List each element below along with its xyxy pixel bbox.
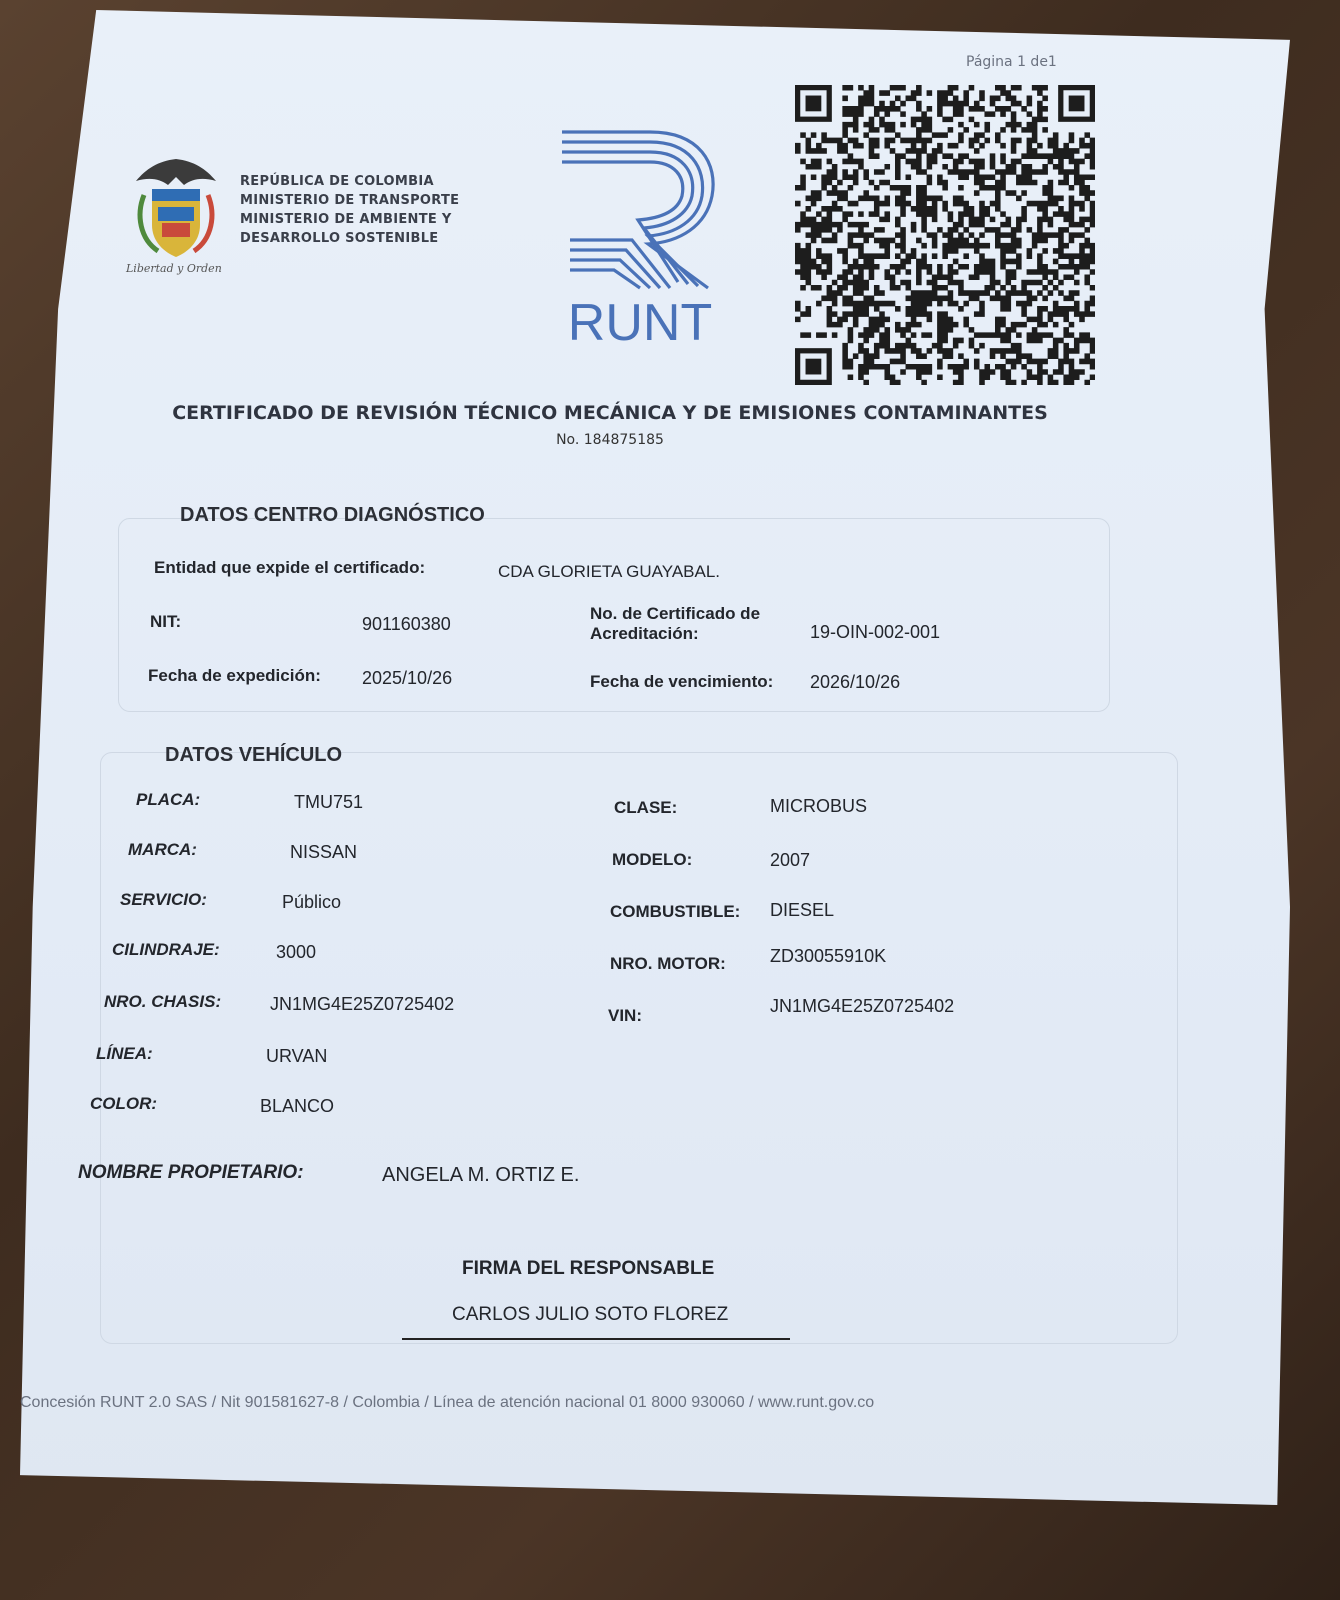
gov-line: REPÚBLICA DE COLOMBIA <box>240 174 434 189</box>
color-label: COLOR: <box>90 1094 158 1113</box>
cilindraje-value: 3000 <box>276 942 317 962</box>
vehiculo-heading: DATOS VEHÍCULO <box>165 744 343 766</box>
expedicion-label: Fecha de expedición: <box>148 666 321 685</box>
entidad-label: Entidad que expide el certificado: <box>154 558 426 577</box>
firma-heading: FIRMA DEL RESPONSABLE <box>462 1258 715 1279</box>
certificate-number: No. 184875185 <box>556 432 664 448</box>
propietario-label: NOMBRE PROPIETARIO: <box>78 1162 304 1183</box>
propietario-value: ANGELA M. ORTIZ E. <box>382 1164 580 1186</box>
acreditacion-label-line2: Acreditación: <box>590 624 699 643</box>
vin-label: VIN: <box>608 1006 642 1025</box>
nit-label: NIT: <box>150 612 182 631</box>
servicio-value: Público <box>282 892 342 912</box>
vencimiento-value: 2026/10/26 <box>810 672 901 692</box>
footer: Concesión RUNT 2.0 SAS / Nit 901581627-8 / Colombia / Línea de atención nacional 01 8000 930060 / www.runt.gov.co <box>20 1394 875 1411</box>
entidad-value: CDA GLORIETA GUAYABAL. <box>498 562 721 581</box>
marca-value: NISSAN <box>290 842 358 862</box>
marca-label: MARCA: <box>128 840 197 859</box>
page-number: Página 1 de1 <box>966 54 1057 70</box>
coat-of-arms-icon <box>128 155 224 265</box>
nit-value: 901160380 <box>362 614 451 634</box>
cilindraje-label: CILINDRAJE: <box>112 940 220 959</box>
servicio-label: SERVICIO: <box>120 890 207 909</box>
motor-label: NRO. MOTOR: <box>610 954 726 973</box>
firma-name: CARLOS JULIO SOTO FLOREZ <box>452 1304 729 1325</box>
acreditacion-label-line1: No. de Certificado de <box>590 604 761 623</box>
government-header <box>240 172 459 248</box>
clase-value: MICROBUS <box>770 796 868 816</box>
combustible-label: COMBUSTIBLE: <box>610 902 741 921</box>
certificate-title: CERTIFICADO DE REVISIÓN TÉCNICO MECÁNICA Y DE EMISIONES CONTAMINANTES <box>172 402 1048 424</box>
motto: Libertad y Orden <box>126 262 222 275</box>
gov-line: MINISTERIO DE AMBIENTE Y <box>240 212 452 227</box>
vehiculo-box <box>100 752 1178 1344</box>
placa-label: PLACA: <box>136 790 201 809</box>
placa-value: TMU751 <box>294 792 364 812</box>
acreditacion-label <box>590 604 760 644</box>
signature-line <box>402 1338 790 1340</box>
centro-heading: DATOS CENTRO DIAGNÓSTICO <box>180 504 485 526</box>
vin-value: JN1MG4E25Z0725402 <box>770 996 955 1016</box>
gov-line: MINISTERIO DE TRANSPORTE <box>240 193 460 208</box>
qr-code-icon <box>795 85 1095 385</box>
combustible-value: DIESEL <box>770 900 835 920</box>
modelo-value: 2007 <box>770 850 811 870</box>
runt-logo-text: RUNT <box>567 294 713 348</box>
expedicion-value: 2025/10/26 <box>362 668 453 688</box>
clase-label: CLASE: <box>614 798 678 817</box>
color-value: BLANCO <box>260 1096 335 1116</box>
linea-value: URVAN <box>266 1046 328 1066</box>
linea-label: LÍNEA: <box>96 1044 153 1063</box>
modelo-label: MODELO: <box>612 850 693 869</box>
vencimiento-label: Fecha de vencimiento: <box>590 672 774 691</box>
chasis-value: JN1MG4E25Z0725402 <box>270 994 455 1014</box>
gov-line: DESARROLLO SOSTENIBLE <box>240 231 439 246</box>
acreditacion-value: 19-OIN-002-001 <box>810 622 941 642</box>
runt-logo <box>540 118 740 348</box>
chasis-label: NRO. CHASIS: <box>104 992 222 1011</box>
motor-value: ZD30055910K <box>770 946 887 966</box>
